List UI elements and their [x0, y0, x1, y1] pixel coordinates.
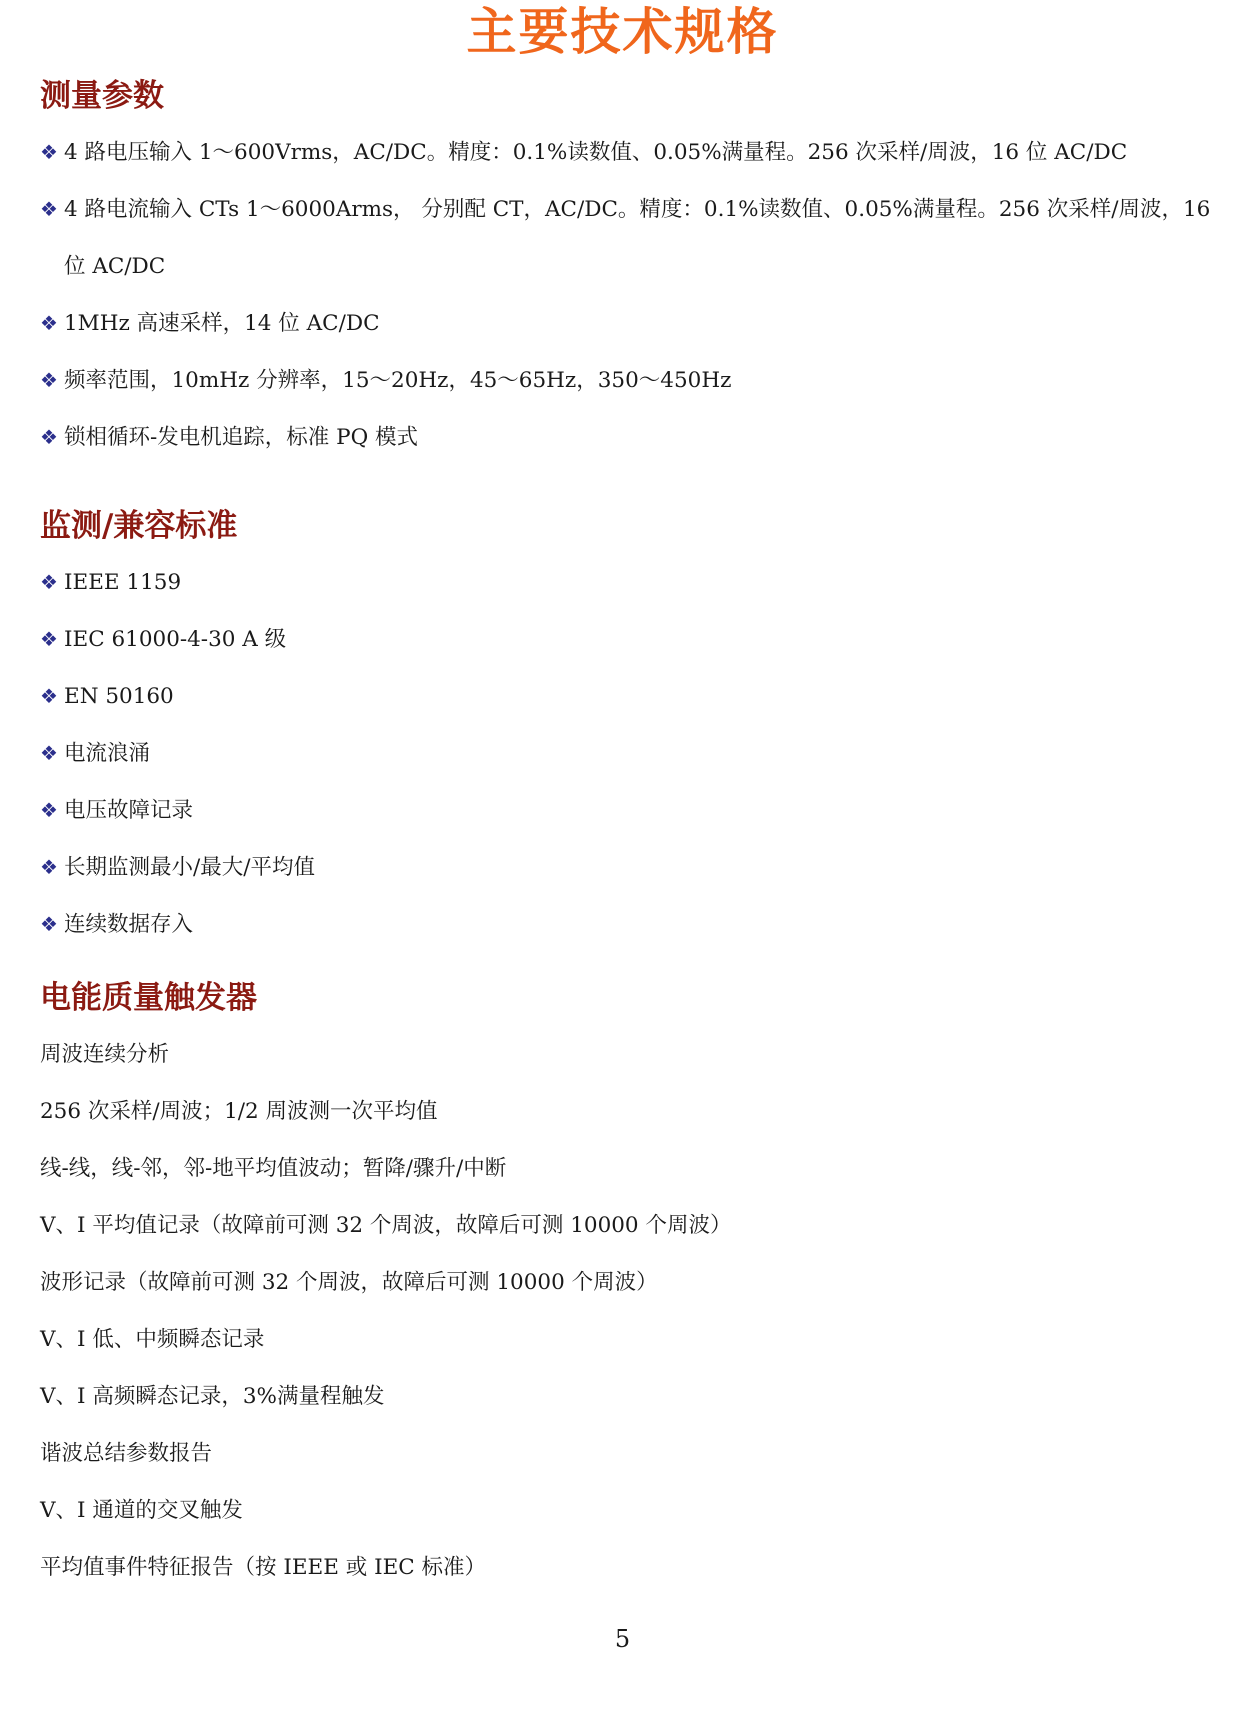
list-item — [40, 181, 1220, 295]
list-item-text: 4 路电压输入 1～600Vrms，AC/DC。精度：0.1%读数值、0.05%满量程。256 次采样/周波，16 位 AC/DC — [64, 140, 1128, 165]
list-item — [40, 839, 1220, 896]
list-item-text: 电流浪涌 — [64, 741, 151, 766]
section-measurement-parameters — [40, 68, 1220, 466]
list-item: 平均值事件特征报告（按 IEEE 或 IEC 标准） — [40, 1555, 487, 1580]
list-item: 线-线，线-邻，邻-地平均值波动；暂降/骤升/中断 — [40, 1156, 507, 1181]
list-item: 256 次采样/周波；1/2 周波测一次平均值 — [40, 1099, 438, 1124]
diamond-bullet-icon: ❖ — [40, 425, 58, 449]
diamond-bullet-icon: ❖ — [40, 140, 58, 164]
diamond-bullet-icon: ❖ — [40, 741, 58, 765]
list-item-text: 频率范围，10mHz 分辨率，15～20Hz，45～65Hz，350～450Hz — [64, 368, 732, 393]
diamond-bullet-icon: ❖ — [40, 311, 58, 335]
list-item — [40, 295, 1220, 352]
diamond-bullet-icon: ❖ — [40, 627, 58, 651]
spec-list — [40, 1026, 1220, 1596]
list-item-text: 电压故障记录 — [64, 798, 194, 823]
list-item — [40, 668, 1220, 725]
diamond-bullet-icon: ❖ — [40, 855, 58, 879]
list-item: V、I 通道的交叉触发 — [40, 1498, 243, 1523]
list-item — [40, 896, 1220, 953]
page-title: 主要技术规格 — [466, 3, 779, 61]
list-item-text: 1MHz 高速采样，14 位 AC/DC — [64, 311, 380, 336]
diamond-bullet-icon: ❖ — [40, 798, 58, 822]
list-item-text: 长期监测最小/最大/平均值 — [64, 855, 315, 880]
list-item — [40, 352, 1220, 409]
list-item: 波形记录（故障前可测 32 个周波，故障后可测 10000 个周波） — [40, 1270, 658, 1295]
list-item-text: 连续数据存入 — [64, 912, 194, 937]
list-item-text: 锁相循环-发电机追踪，标准 PQ 模式 — [64, 425, 419, 450]
section-heading: 测量参数 — [40, 78, 164, 114]
section-heading: 电能质量触发器 — [40, 980, 257, 1016]
list-item-text: IEEE 1159 — [64, 570, 182, 595]
diamond-bullet-icon: ❖ — [40, 912, 58, 936]
list-item — [40, 782, 1220, 839]
diamond-bullet-icon: ❖ — [40, 197, 58, 221]
section-heading: 监测/兼容标准 — [40, 508, 238, 544]
list-item-text: IEC 61000-4-30 A 级 — [64, 627, 287, 652]
list-item: V、I 平均值记录（故障前可测 32 个周波，故障后可测 10000 个周波） — [40, 1213, 732, 1238]
list-item — [40, 725, 1220, 782]
list-item-text: 4 路电流输入 CTs 1～6000Arms， 分别配 CT，AC/DC。精度：0.1%读数值、0.05%满量程。256 次采样/周波，16 位 AC/DC — [64, 197, 1211, 279]
section-power-quality-triggers — [40, 970, 1220, 1596]
list-item: V、I 低、中频瞬态记录 — [40, 1327, 265, 1352]
section-monitoring-standards — [40, 498, 1220, 953]
list-item — [40, 554, 1220, 611]
diamond-bullet-icon: ❖ — [40, 684, 58, 708]
spec-list — [40, 554, 1220, 953]
spec-list — [40, 124, 1220, 466]
list-item: V、I 高频瞬态记录，3%满量程触发 — [40, 1384, 385, 1409]
diamond-bullet-icon: ❖ — [40, 368, 58, 392]
diamond-bullet-icon: ❖ — [40, 570, 58, 594]
page-number: 5 — [614, 1625, 631, 1653]
list-item — [40, 409, 1220, 466]
list-item: 谐波总结参数报告 — [40, 1441, 213, 1466]
list-item — [40, 611, 1220, 668]
list-item: 周波连续分析 — [40, 1042, 170, 1067]
list-item-text: EN 50160 — [64, 684, 174, 709]
list-item — [40, 124, 1220, 181]
